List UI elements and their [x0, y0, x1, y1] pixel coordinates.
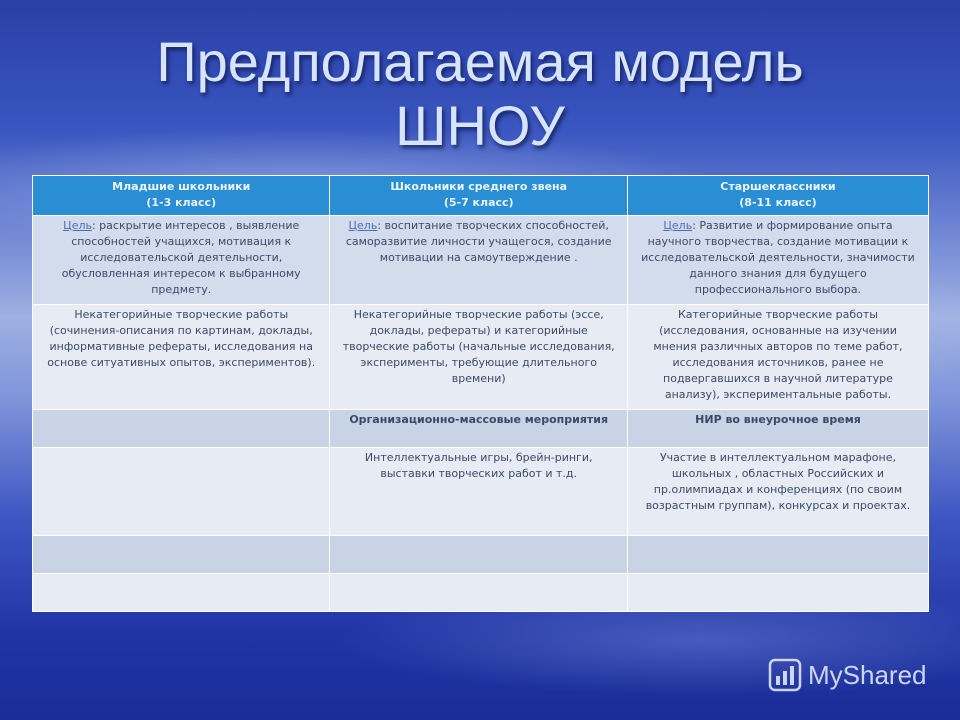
event-cell-junior	[33, 448, 330, 536]
work-cell-junior: Некатегорийные творческие работы (сочинения-описания по картинам, доклады, информативные рефераты, исследования на основе ситуативных опытов, экспериментов).	[33, 305, 330, 410]
subheader-cell-junior	[33, 410, 330, 448]
table-row-subheaders	[33, 410, 929, 448]
subheader-cell-middle: Организационно-массовые мероприятия	[330, 410, 627, 448]
slide-title	[0, 30, 960, 158]
slide-title-line2: ШНОУ	[395, 94, 565, 157]
myshared-logo-icon	[768, 658, 802, 692]
watermark-text: MyShared	[808, 659, 927, 690]
subheader-cell-senior: НИР во внеурочное время	[627, 410, 928, 448]
table-row-empty	[33, 536, 929, 574]
goal-text: : воспитание творческих способностей, саморазвитие личности учащегося, создание мотивации на самоутверждение .	[345, 219, 612, 264]
work-cell-senior: Категорийные творческие работы (исследования, основанные на изучении мнения различных авторов по теме работ, исследования источников, ранее не подвергавшихся в научной литературе анализу), экспериментальные работы.	[627, 305, 928, 410]
header-cell-junior	[33, 176, 330, 216]
empty-cell	[330, 536, 627, 574]
myshared-watermark[interactable]	[768, 654, 927, 696]
slide-title-line1: Предполагаемая модель	[156, 30, 804, 93]
work-cell-middle: Некатегорийные творческие работы (эссе, доклады, рефераты) и категорийные творческие работы (начальные исследования, эксперименты, требующие длительного времени)	[330, 305, 627, 410]
header-cell-senior	[627, 176, 928, 216]
model-table	[32, 175, 929, 612]
header-grade: (1-3 класс)	[146, 196, 217, 209]
goal-label: Цель	[663, 219, 693, 232]
table-row-events	[33, 448, 929, 536]
empty-cell	[627, 574, 928, 612]
goal-cell-middle	[330, 216, 627, 305]
empty-cell	[33, 574, 330, 612]
table-row-works	[33, 305, 929, 410]
header-grade: (5-7 класс)	[443, 196, 514, 209]
header-grade: (8-11 класс)	[739, 196, 817, 209]
goal-label: Цель	[348, 219, 378, 232]
header-cell-middle	[330, 176, 627, 216]
table-row-goals	[33, 216, 929, 305]
goal-text: : раскрытие интересов , выявление способностей учащихся, мотивация к исследовательской деятельности, обусловленная интересом к выбранному предмету.	[61, 219, 301, 296]
event-cell-middle: Интеллектуальные игры, брейн-ринги, выставки творческих работ и т.д.	[330, 448, 627, 536]
header-name: Школьники среднего звена	[390, 180, 568, 193]
table-header-row	[33, 176, 929, 216]
header-name: Младшие школьники	[112, 180, 251, 193]
goal-cell-junior	[33, 216, 330, 305]
table-row-empty	[33, 574, 929, 612]
goal-cell-senior	[627, 216, 928, 305]
event-cell-senior: Участие в интеллектуальном марафоне, школьных , областных Российских и пр.олимпиадах и конференциях (по своим возрастным группам), конкурсах и проектах.	[627, 448, 928, 536]
empty-cell	[627, 536, 928, 574]
header-name: Старшеклассники	[720, 180, 836, 193]
empty-cell	[330, 574, 627, 612]
goal-text: : Развитие и формирование опыта научного творчества, создание мотивации к исследовательской деятельности, значимости данного знания для будущего профессионального выбора.	[641, 219, 915, 296]
goal-label: Цель	[63, 219, 92, 232]
empty-cell	[33, 536, 330, 574]
